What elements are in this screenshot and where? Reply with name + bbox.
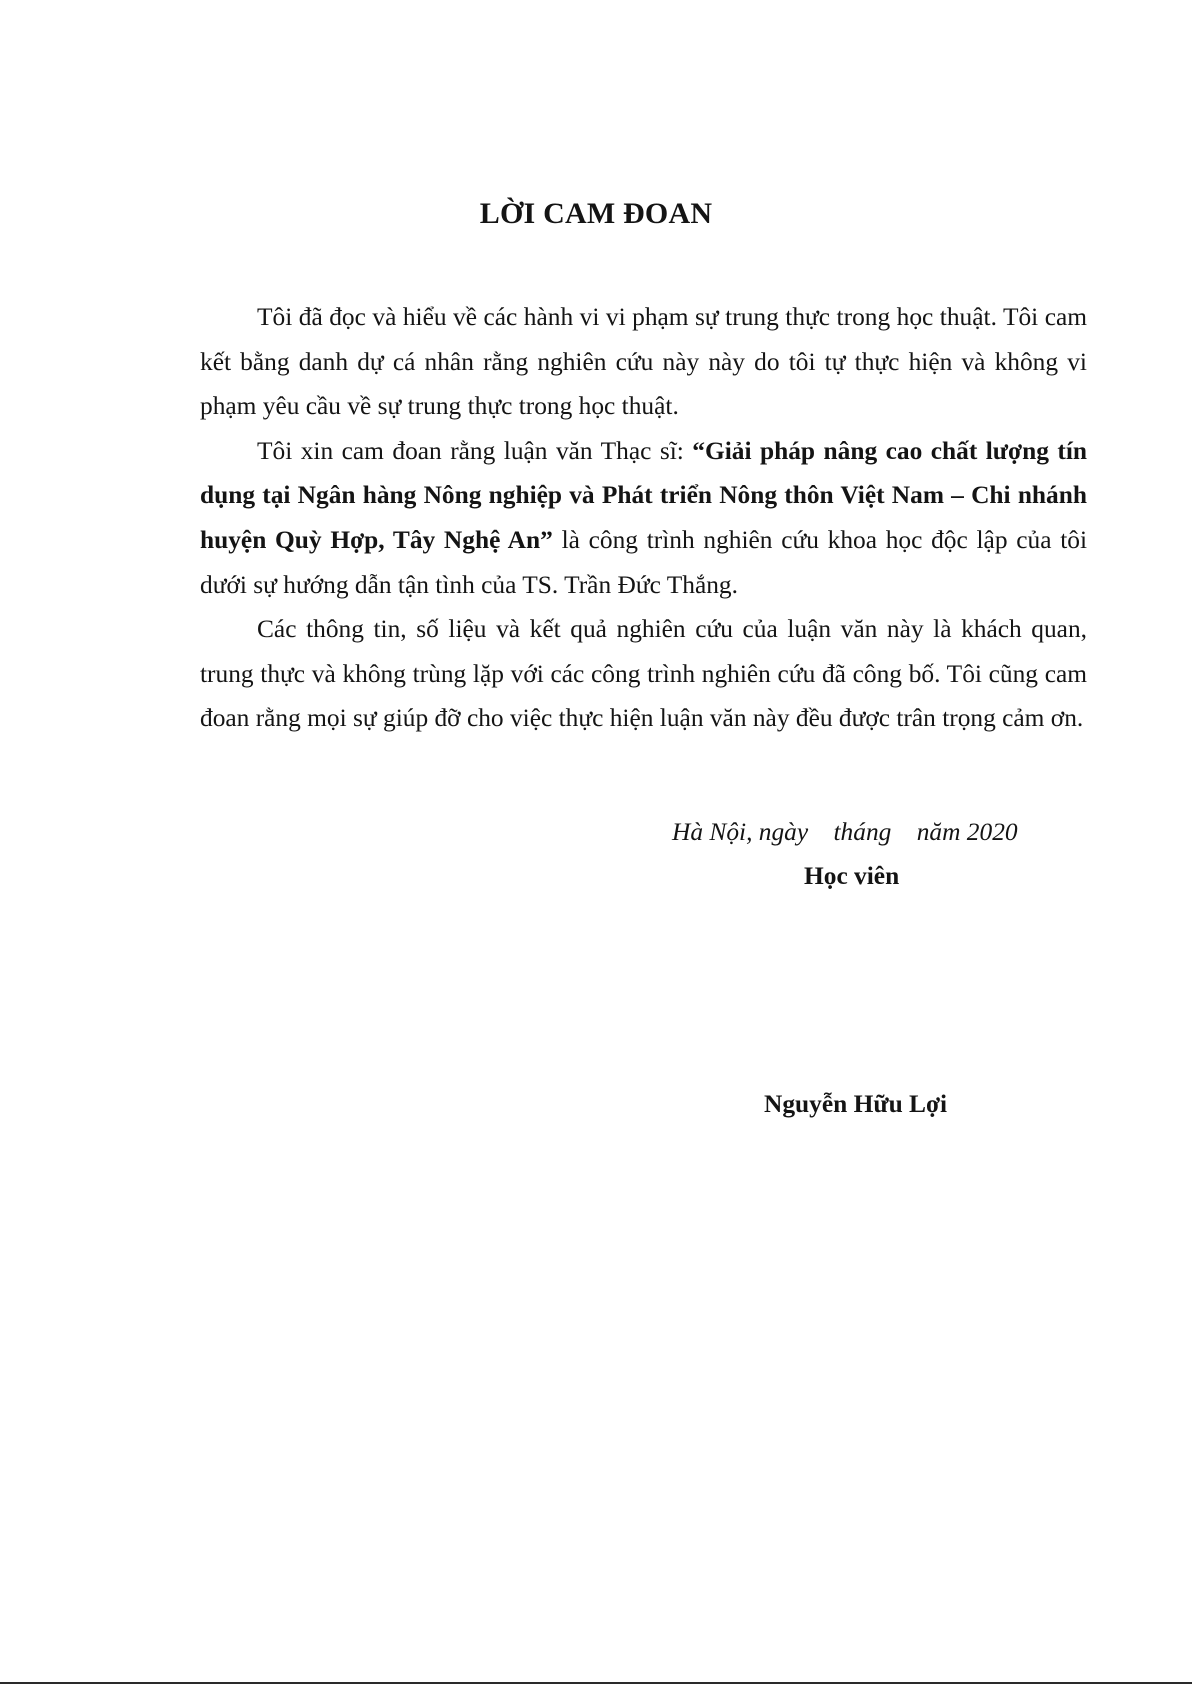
paragraph-honesty-commitment: Tôi đã đọc và hiểu về các hành vi vi phạm sự trung thực trong học thuật. Tôi cam kết bằng danh dự cá nhân rằng nghiên cứu này này do tôi tự thực hiện và không vi phạm yêu cầu về sự trung thực trong học thuật. xyxy=(200,303,1087,421)
signature-date-line: Hà Nội, ngày tháng năm 2020 xyxy=(672,818,1018,846)
document-title: LỜI CAM ĐOAN xyxy=(479,197,713,230)
thesis-declaration-lead: Tôi xin cam đoan rằng luận văn Thạc sĩ: xyxy=(257,436,693,465)
declaration-body xyxy=(200,295,1087,741)
thesis-declaration-tail: là công trình nghiên cứu khoa học độc lập của tôi dưới sự hướng dẫn tận tình của TS. Trần Đức Thắng. xyxy=(200,525,1088,599)
signature-role: Học viên xyxy=(804,862,900,890)
signer-name: Nguyễn Hữu Lợi xyxy=(764,1090,948,1118)
thesis-title: “Giải pháp nâng cao chất lượng tín dụng tại Ngân hàng Nông nghiệp và Phát triển Nông thôn Việt Nam – Chi nhánh huyện Quỳ Hợp, Tây Nghệ An” xyxy=(200,436,1087,554)
page-bottom-edge xyxy=(0,1682,1192,1684)
paragraph-data-integrity: Các thông tin, số liệu và kết quả nghiên cứu của luận văn này là khách quan, trung thực và không trùng lặp với các công trình nghiên cứu đã công bố. Tôi cũng cam đoan rằng mọi sự giúp đỡ cho việc thực hiện luận văn này đều được trân trọng cảm ơn. xyxy=(200,615,1087,733)
paragraph-thesis-declaration xyxy=(200,429,1087,607)
